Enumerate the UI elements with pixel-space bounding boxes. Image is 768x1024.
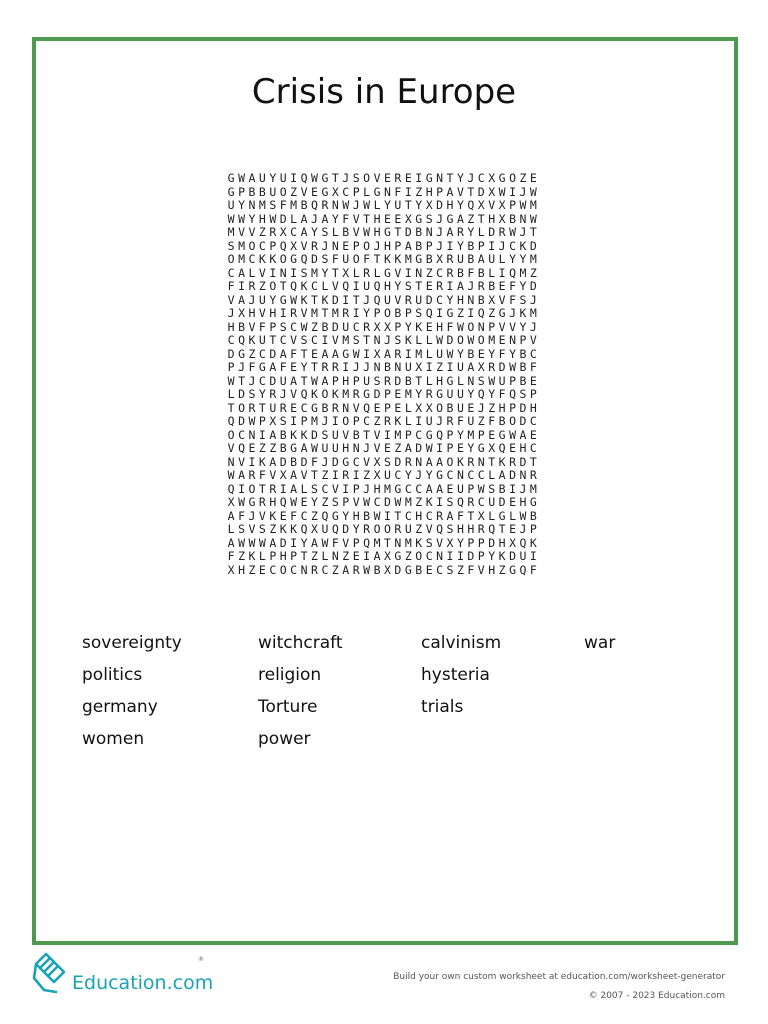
grid-row: XHZECOCNRCZARWBXDGBECSZFVHZGQF <box>227 562 541 577</box>
grid-row: OCNIABKKDSUVBTVIMPCGQPYMPEGWAE <box>227 427 541 442</box>
grid-row: AFJVKEFCZQGYHBWITCHCRAFTXLGLWB <box>227 508 541 523</box>
word-bank-item <box>584 664 682 686</box>
word-bank-item: trials <box>421 697 464 717</box>
grid-row: GWAUYUIQWGTJSOVEREIGNTYJCXGOZE <box>227 171 541 185</box>
grid-row: WTJCDUATWAPHPUSRDBTLHGLNSWUPBE <box>227 373 541 388</box>
grid-row: QDWPXSIPMJIOPCZRKLIUJRFUZFBODC <box>227 414 541 428</box>
grid-row: QIOTRIALSCVIPJHMGCCAAEUPWSBIJM <box>227 481 541 496</box>
grid-row: SMOCPQXVRJNEPOJHPABPJIYBPIJCKD <box>227 238 541 253</box>
brand-name: Education.com <box>72 972 214 994</box>
word-bank-item: sovereignty <box>82 633 182 653</box>
grid-row: AWWWADIYAWFVPQMTNMKSVXYPPDHXQK <box>227 535 541 550</box>
word-bank-item <box>584 696 682 718</box>
word-bank-item: calvinism <box>421 633 502 653</box>
word-bank <box>82 632 682 750</box>
grid-row: VAJUYGWKTKDITJQUVRUDCYHNBXVFSJ <box>227 292 541 307</box>
word-bank-item: witchcraft <box>258 633 343 653</box>
registered-mark: ® <box>198 956 204 963</box>
grid-row: HBVFPSCWZBDUCRXXPYKEHFWONPVVYJ <box>227 319 541 334</box>
word-bank-item: women <box>82 729 145 749</box>
grid-row: WWYHWDLAJAYFVTHEEXGSJGAZTHXBNW <box>227 211 541 226</box>
grid-row: JXHVHIRVMTMRIYPOBPSQIGZIQZGJKM <box>227 306 541 320</box>
grid-row: XWGRHQWEYZSPVWCDWMZKISQRCUDEHG <box>227 495 541 509</box>
grid-row: LDSYRJVQKOKMRGDPEMYRGUUYQYFQSP <box>227 387 541 401</box>
word-bank-item: religion <box>258 665 322 685</box>
grid-row: CQKUTCVSCIVMSTNJSKLLWDOWOMENPV <box>227 333 541 347</box>
grid-row: VQEZZBGAWUUHNJVEZADWIPEYGXQEHC <box>227 441 541 455</box>
grid-row: UYNMSFMBQRNWJWLYUTYXDHYQXVXPWM <box>227 198 541 212</box>
word-search-grid <box>0 172 768 577</box>
grid-row: DGZCDAFTEAAGWIXARIMLUWYBEYFYBC <box>227 346 541 361</box>
grid-row: LSVSZKKQXUQDYROORUZVQSHHRQTEJP <box>227 522 541 536</box>
grid-row: TORTURECGBRNVQEPELXXOBUEJZHPDH <box>227 400 541 415</box>
word-bank-item: politics <box>82 665 143 685</box>
grid-row: FIRZOTQKCLVQIUQHYSTERIAJRBEFYD <box>227 279 541 293</box>
word-bank-item: hysteria <box>421 665 490 685</box>
page-title: Crisis in Europe <box>251 72 517 112</box>
footer-info <box>393 968 725 1006</box>
grid-row: GPBBUOZVEGXCPLGNFIZHPAVTDXWIJW <box>227 184 541 199</box>
grid-row: NVIKADBDFJDGCVXSDRNAAOKRNTKRDT <box>227 454 541 469</box>
grid-row: FZKLPHPTZLNZEIAXGZOCNIIDPYKDUI <box>227 549 541 563</box>
word-bank-item: war <box>584 633 616 653</box>
word-bank-item: germany <box>82 697 158 717</box>
word-bank-item <box>584 728 682 750</box>
word-bank-item: power <box>258 729 311 749</box>
grid-row: PJFGAFEYTRRIJJNBNUXIZIUAXRDWBF <box>227 360 541 374</box>
education-logo[interactable] <box>30 952 213 996</box>
grid-row: CALVINISMYTXLRLGVINZCRBFBLIQMZ <box>227 265 541 280</box>
word-bank-item: Torture <box>258 697 318 717</box>
word-bank-item <box>421 728 584 750</box>
grid-row: MVVZRXCAYSLBVWHGTDBNJARYLDRWJT <box>227 225 541 239</box>
footer-tagline[interactable]: Build your own custom worksheet at education.com/worksheet-generator <box>393 972 725 982</box>
grid-row: OMCKKOGQDSFUOFTKKMGBXRUBAULYYM <box>227 252 541 266</box>
footer-copyright: © 2007 - 2023 Education.com <box>588 991 725 1001</box>
education-pencil-icon <box>30 952 70 996</box>
grid-row: WARFVXAVTZIRIZXUCYJYGCNCCLADNR <box>227 468 541 482</box>
